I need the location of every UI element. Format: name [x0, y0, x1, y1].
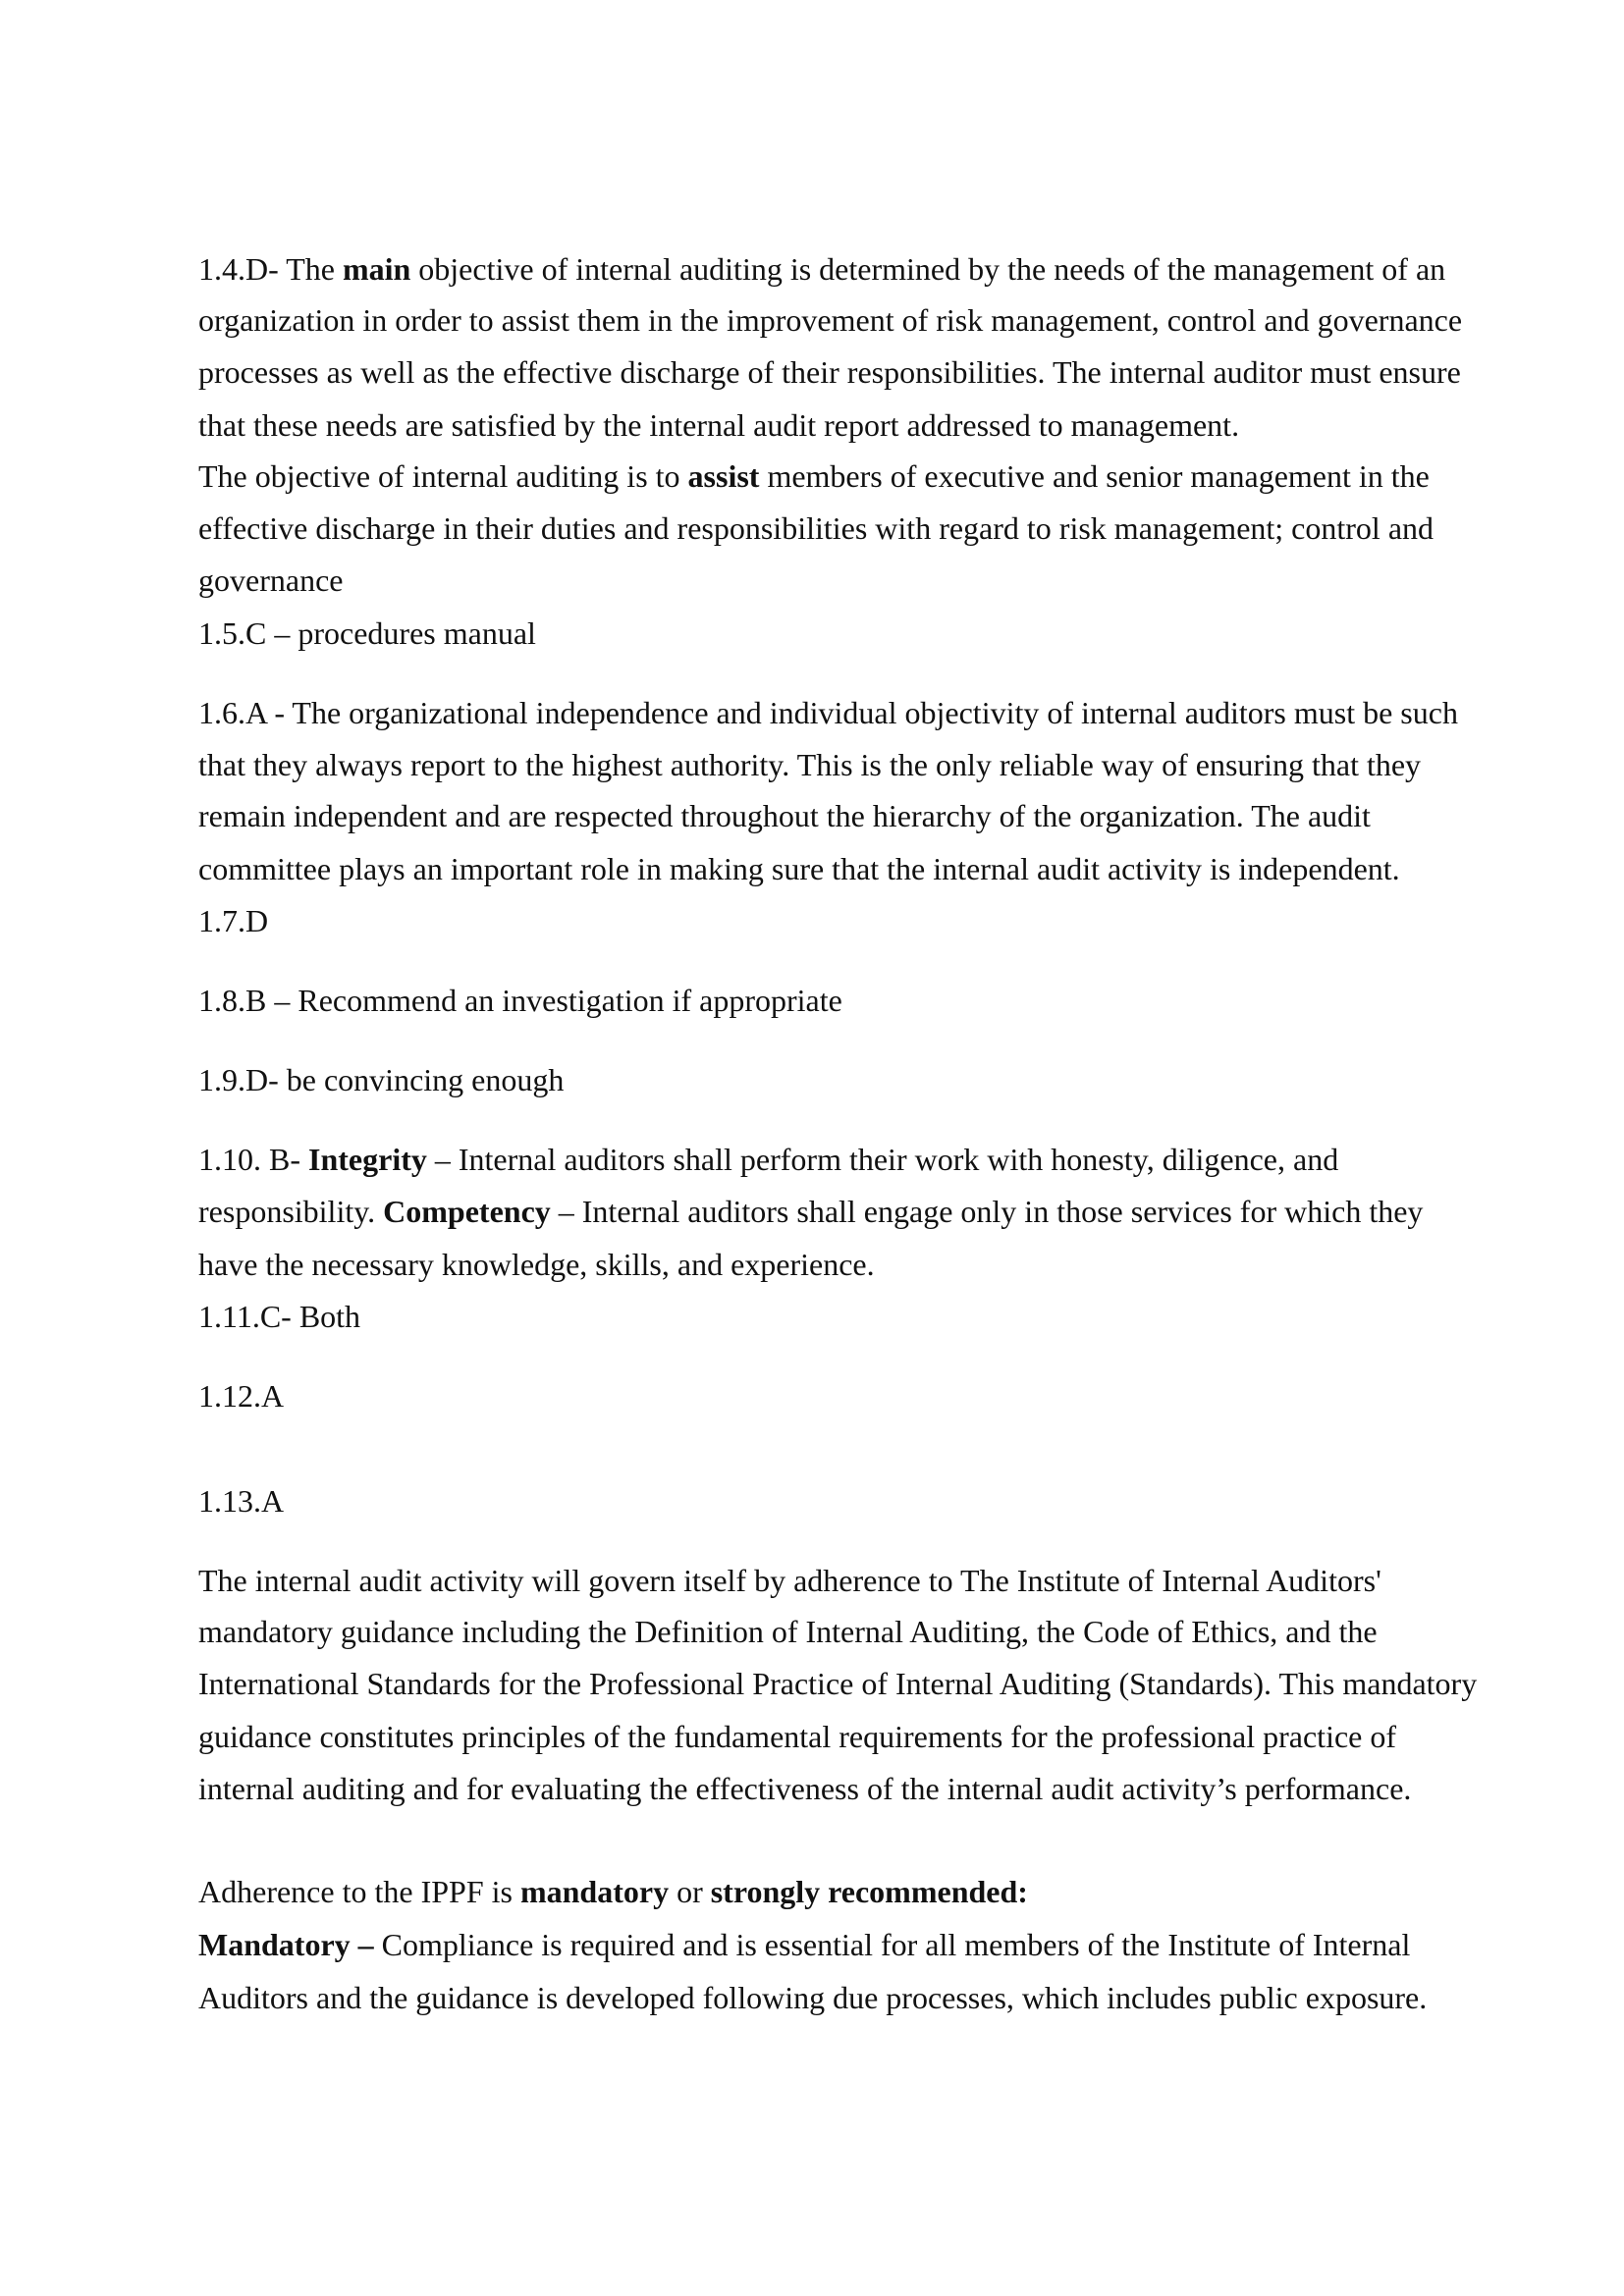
- text-run: guidance constitutes principles of the fundamental requirements for the professional practice of: [198, 1719, 1397, 1754]
- bold-text: strongly recommended:: [710, 1874, 1028, 1909]
- text-line: [198, 508, 1434, 548]
- text-run: Adherence to the IPPF is: [198, 1874, 520, 1909]
- text-line: [198, 1481, 284, 1521]
- text-run: – Internal auditors shall perform their work with honesty, diligence, and: [426, 1142, 1339, 1177]
- text-run: mandatory guidance including the Definition of Internal Auditing, the Code of Ethics, and the: [198, 1614, 1378, 1649]
- text-line: [198, 1376, 284, 1415]
- text-line: [198, 981, 842, 1020]
- text-run: 1.12.A: [198, 1378, 285, 1414]
- text-line: [198, 1245, 875, 1284]
- text-run: responsibility.: [198, 1194, 384, 1229]
- text-run: objective of internal auditing is determined by the needs of the management of an: [410, 251, 1446, 287]
- bold-text: Mandatory –: [198, 1927, 374, 1962]
- text-run: 1.11.C- Both: [198, 1299, 361, 1334]
- bold-text: mandatory: [519, 1874, 670, 1909]
- text-run: remain independent and are respected throughout the hierarchy of the organization. The audit: [198, 798, 1371, 833]
- text-run: 1.9.D- be convincing enough: [198, 1062, 565, 1097]
- text-run: internal auditing and for evaluating the effectiveness of the internal audit activity’s performance.: [198, 1771, 1412, 1806]
- text-line: [198, 1060, 564, 1099]
- text-run: organization in order to assist them in the improvement of risk management, control and governance: [198, 302, 1463, 338]
- text-line: [198, 901, 268, 940]
- text-run: that they always report to the highest authority. This is the only reliable way of ensuring that they: [198, 747, 1422, 782]
- text-run: 1.13.A: [198, 1483, 285, 1519]
- text-run: The objective of internal auditing is to: [198, 458, 688, 494]
- text-line: [198, 849, 1400, 888]
- text-run: effective discharge in their duties and responsibilities with regard to risk management; control and: [198, 510, 1435, 546]
- text-line: [198, 1612, 1378, 1651]
- text-line: [198, 1140, 1338, 1179]
- text-line: [198, 300, 1462, 340]
- text-line: [198, 456, 1430, 496]
- bold-text: assist: [687, 458, 760, 494]
- text-line: [198, 745, 1421, 784]
- text-run: or: [669, 1874, 711, 1909]
- text-line: [198, 1978, 1427, 2017]
- text-run: The internal audit activity will govern itself by adherence to The Institute of Internal Auditors': [198, 1563, 1381, 1598]
- text-run: 1.4.D- The: [198, 251, 343, 287]
- text-line: [198, 796, 1371, 835]
- text-line: [198, 1561, 1381, 1600]
- text-line: [198, 405, 1239, 445]
- bold-text: Competency: [383, 1194, 551, 1229]
- text-line: [198, 249, 1445, 289]
- text-line: [198, 614, 536, 653]
- text-line: [198, 1664, 1477, 1703]
- text-run: 1.7.D: [198, 903, 269, 938]
- text-line: [198, 1925, 1410, 1964]
- text-line: [198, 693, 1458, 732]
- text-run: International Standards for the Professional Practice of Internal Auditing (Standards). This mandatory: [198, 1666, 1478, 1701]
- bold-text: main: [342, 251, 411, 287]
- text-line: [198, 352, 1461, 392]
- text-run: 1.10. B-: [198, 1142, 308, 1177]
- text-run: Auditors and the guidance is developed following due processes, which includes public exposure.: [198, 1980, 1428, 2015]
- text-run: processes as well as the effective discharge of their responsibilities. The internal auditor must ensure: [198, 354, 1461, 390]
- text-line: [198, 1297, 360, 1336]
- text-run: – Internal auditors shall engage only in those services for which they: [550, 1194, 1424, 1229]
- text-run: 1.5.C – procedures manual: [198, 615, 536, 651]
- text-line: [198, 1872, 1028, 1911]
- text-line: [198, 1717, 1396, 1756]
- text-run: members of executive and senior management in the: [759, 458, 1430, 494]
- text-run: Compliance is required and is essential for all members of the Institute of Internal: [373, 1927, 1411, 1962]
- text-run: have the necessary knowledge, skills, and experience.: [198, 1247, 875, 1282]
- text-run: committee plays an important role in making sure that the internal audit activity is independent.: [198, 851, 1400, 886]
- text-line: [198, 561, 343, 600]
- text-line: [198, 1192, 1423, 1231]
- bold-text: Integrity: [308, 1142, 427, 1177]
- text-run: governance: [198, 562, 344, 598]
- text-run: 1.6.A - The organizational independence and individual objectivity of internal auditors must be such: [198, 695, 1458, 730]
- text-run: 1.8.B – Recommend an investigation if appropriate: [198, 983, 842, 1018]
- text-line: [198, 1769, 1411, 1808]
- text-run: that these needs are satisfied by the internal audit report addressed to management.: [198, 407, 1240, 443]
